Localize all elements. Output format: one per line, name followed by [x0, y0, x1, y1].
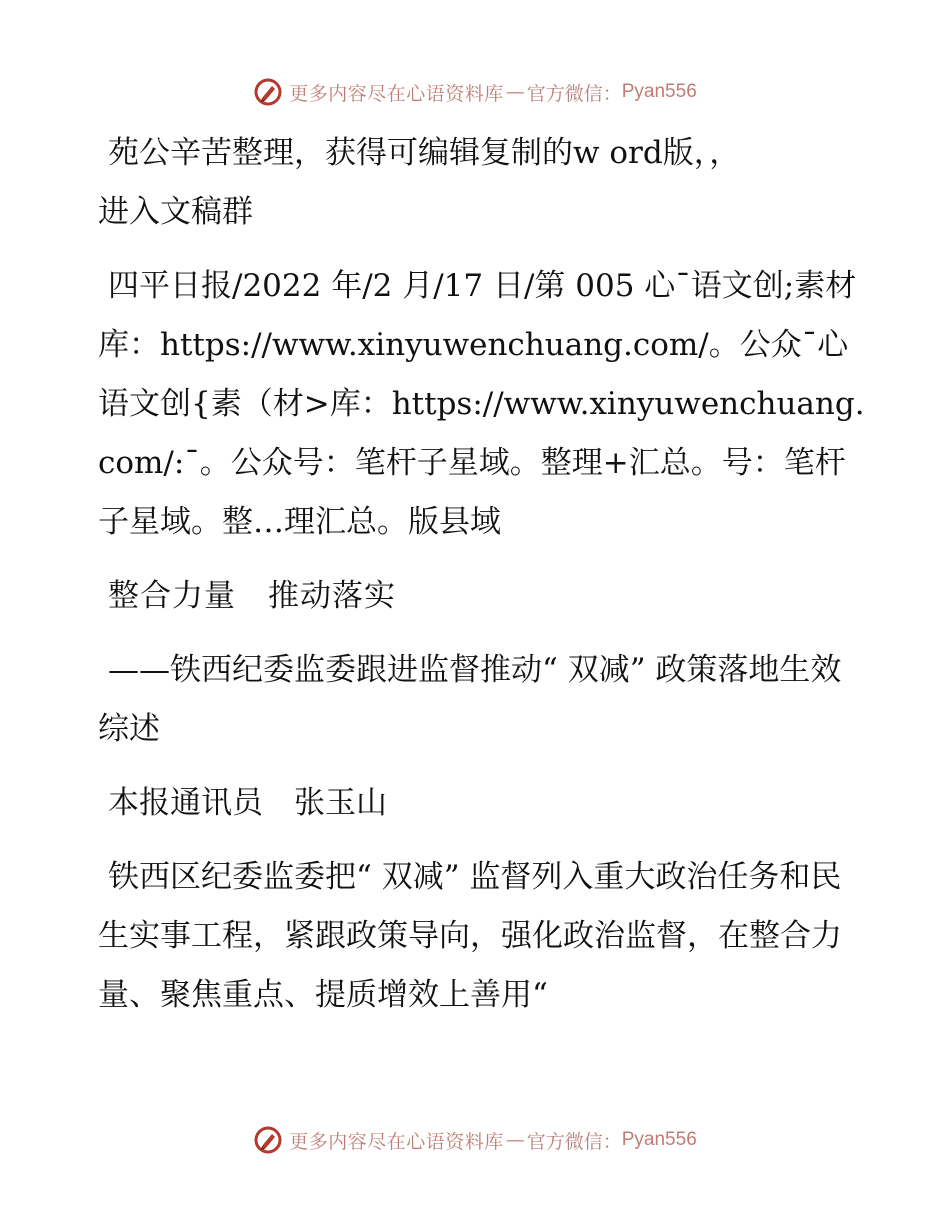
banner-separator: —: [505, 81, 525, 103]
article-subheadline: ——铁西纪委监委跟进监督推动“ 双减” 政策落地生效综述: [98, 652, 842, 747]
banner-wechat-id: Pyan556: [621, 1129, 697, 1150]
footer-watermark-banner: [0, 1120, 950, 1160]
article-headline: 整合力量 推动落实: [108, 578, 396, 614]
article-byline: 本报通讯员 张玉山: [108, 785, 387, 821]
document-body: [98, 124, 868, 1040]
intro-paragraph: 苑公辛苦整理，获得可编辑复制的w ord版，， 进入文稿群: [98, 135, 741, 230]
banner-brand-text: 更多内容尽在心语资料库: [289, 82, 504, 105]
pen-in-circle-icon: [253, 77, 283, 107]
source-paragraph: 四平日报/2022 年/2 月/17 日/第 005 心¯语文创;素材库：https://www.xinyuwenchuang.com/。公众¯心语文创{素（材>库：https://www.xinyuwenchuang.com/:¯。公众号：笔杆子星域。整理+汇总。号：笔杆子星域。整…理汇总。版县域: [98, 268, 865, 540]
banner-wechat-id: Pyan556: [621, 81, 697, 102]
article-body-paragraph: 铁西区纪委监委把“ 双减” 监督列入重大政治任务和民生实事工程，紧跟政策导向，强化政治监督，在整合力量、聚焦重点、提质增效上善用“: [98, 859, 842, 1013]
banner-contact-label: 官方微信：: [526, 82, 622, 105]
header-watermark-banner: [0, 72, 950, 112]
banner-separator: —: [505, 1129, 525, 1151]
banner-brand-text: 更多内容尽在心语资料库: [289, 1130, 504, 1153]
pen-in-circle-icon: [253, 1125, 283, 1155]
banner-contact-label: 官方微信：: [526, 1130, 622, 1153]
